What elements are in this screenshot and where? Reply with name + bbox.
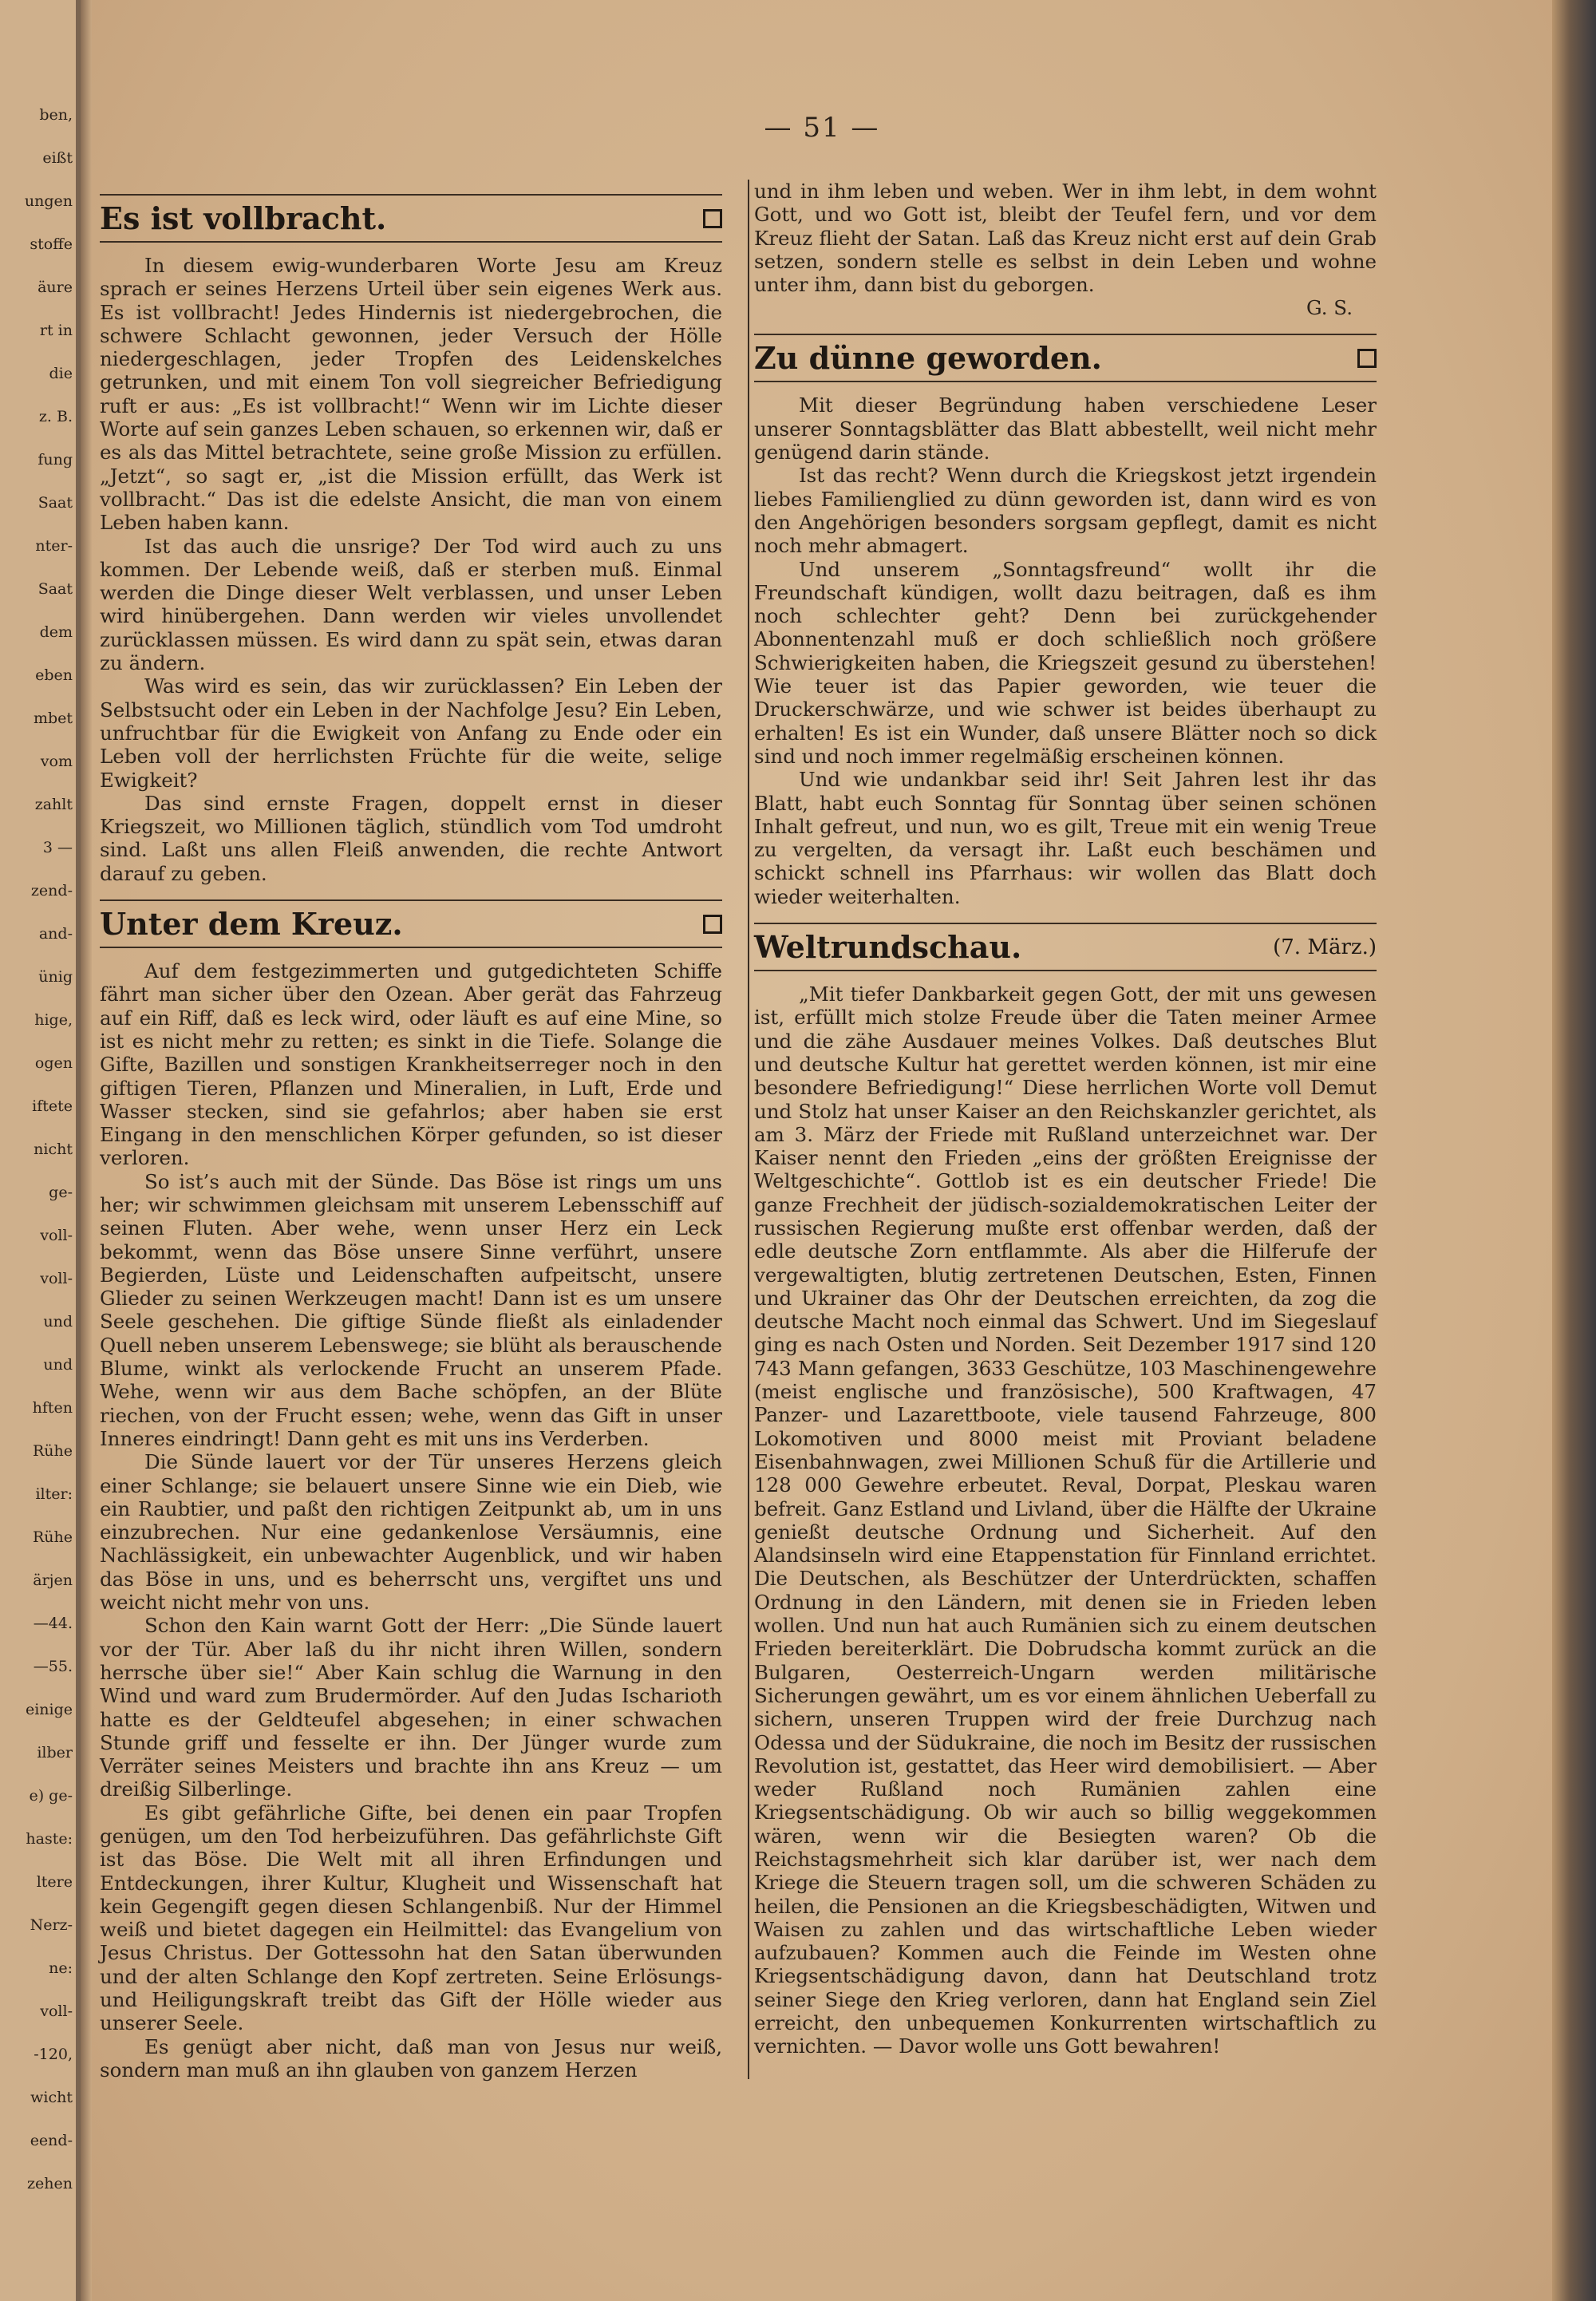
left-column [100,180,722,2082]
article-paragraph: Es gibt gefährliche Gifte, bei denen ein paar Tropfen genügen, um den Tod herbeizuführen. Das gefährlichste Gift ist das Böse. Die Welt mit all ihren Erfindungen und Entdeckungen, ihrer Kultur, Klugheit und Wissenschaft hat kein Gegengift gegen diesen Schlangenbiß. Nur der Himmel weiß und bietet dagegen ein Heilmittel: das Evangelium von Jesus Christus. Der Gottessohn hat den Satan überwunden und der alten Schlange den Kopf zertreten. Seine Erlösungs- und Heiligungskraft treibt das Gift der Hölle wieder aus unserer Seele. [100,1801,722,2035]
prev-page-fragment: ge- [49,1184,73,1201]
section-heading [100,194,722,243]
prev-page-fragment: und [43,1313,73,1330]
section-title: Unter dem Kreuz. [100,906,403,943]
prev-page-fragment: voll- [40,2003,73,2020]
prev-page-fragment: —44. [33,1615,73,1632]
prev-page-fragment: haste: [26,1830,73,1848]
prev-page-fragment: mbet [33,710,73,727]
article-paragraph: Das sind ernste Fragen, doppelt ernst in dieser Kriegszeit, wo Millionen täglich, stündlich vom Tod umdroht sind. Laßt uns allen Fleiß anwenden, die rechte Antwort darauf zu geben. [100,791,722,885]
article-paragraph: So ist’s auch mit der Sünde. Das Böse ist rings um uns her; wir schwimmen gleichsam mit unserem Lebensschiff auf seinen Fluten. Aber wehe, wenn unser Herz ein Leck bekommt, wenn das Böse unsere Sinne verführt, unsere Begierden, Lüste und Leidenschaften aufpeitscht, unsere Glieder zu seinen Werkzeugen macht! Dann ist es um unsere Seele geschehen. Die giftige Sünde fließt als einladender Quell neben unserem Lebenswege; sie blüht als berauschende Blume, winkt als verlockende Frucht an unserem Pfade. Wehe, wenn wir aus dem Bache schöpfen, an der Blüte riechen, von der Frucht essen; wehe, wenn das Gift in unser Inneres eindringt! Dann geht es mit uns ins Verderben. [100,1169,722,1450]
prev-page-fragment: und [43,1356,73,1374]
article-paragraph: „Mit tiefer Dankbarkeit gegen Gott, der mit uns gewesen ist, erfüllt mich stolze Freude über die Taten meiner Armee und die zähe Ausdauer meines Volkes. Daß deutsches Blut und deutsche Kultur hat gerettet werden können, ist mir eine besondere Befriedigung!“ Diese herrlichen Worte voll Demut und Stolz hat unser Kaiser an den Reichskanzler gerichtet, als am 3. März der Friede mit Rußland unterzeichnet war. Der Kaiser nennt den Frieden „eins der größten Ereignisse der Weltgeschichte“. Gottlob ist es ein deutscher Friede! Die ganze Frechheit der jüdisch-sozialdemokratischen Leiter der russischen Regierung mußte erst offenbar werden, daß der edle deutsche Zorn entflammte. Als aber die Hilferufe der vergewaltigten, blutig zertretenen Deutschen, Esten, Finnen und Ukrainer das Ohr der Deutschen erreichten, da zog die deutsche Macht noch einmal das Schwert. Und im Siegeslauf ging es nach Osten und Norden. Seit Dezember 1917 sind 120 743 Mann gefangen, 3633 Geschütze, 103 Maschinengewehre (meist englische und französische), 500 Kraftwagen, 47 Panzer- und Lazarettboote, viele tausend Fahrzeuge, 800 Lokomotiven und 8000 meist mit Proviant beladene Eisenbahnwagen, zwei Millionen Schuß für die Artillerie und 128 000 Gewehre erbeutet. Reval, Dorpat, Pleskau waren befreit. Ganz Estland und Livland, über die Hälfte der Ukraine genießt deutsche Ordnung und Sicherheit. Auf den Alandsinseln wird eine Etappenstation für Finnland errichtet. Die Deutschen, als Beschützer der Unterdrückten, schaffen Ordnung in den Ländern, mit denen sie in Frieden leben wollen. Und nun hat auch Rumänien sich zu einem deutschen Frieden bereiterklärt. Die Dobrudscha kommt zurück an die Bulgaren, Oesterreich-Ungarn werden militärische Sicherungen gewährt, um es vor einem ähnlichen Ueberfall zu sichern, unseren Truppen wird der freie Durchzug nach Odessa und der Südukraine, die noch im Besitz der russischen Revolution ist, gestattet, das Heer wird demobilisiert. — Aber weder Rußland noch Rumänien zahlen eine Kriegsentschädigung. Ob wir auch so billig weggekommen wären, wenn wir die Besiegten waren? Ob die Reichstagsmehrheit sich klar darüber ist, wer nach dem Kriege die Steuern tragen soll, um die schweren Schäden zu heilen, die Pensionen an die Kriegsbeschädigten, Witwen und Waisen zu zahlen und das wirtschaftliche Leben wieder aufzubauen? Kommen auch die Feinde im Westen ohne Kriegsentschädigung davon, dann hat Deutschland trotz seiner Siege den Krieg verloren, dann hat England sein Ziel erreicht, den unbequemen Konkurrenten wirtschaftlich zu vernichten. — Davor wolle uns Gott bewahren! [754,982,1377,2058]
square-ornament-icon [703,915,722,934]
article-paragraph: Mit dieser Begründung haben verschiedene Leser unserer Sonntagsblätter das Blatt abbestellt, weil nicht mehr genügend darin stände. [754,393,1377,465]
article-paragraph: In diesem ewig-wunderbaren Worte Jesu am Kreuz sprach er seines Herzens Urteil über sein eigenes Werk aus. Es ist vollbracht! Jedes Hindernis ist niedergebrochen, die schwere Schlacht gewonnen, jeder Versuch der Hölle niedergeschlagen, jeder Tropfen des Leidenskelches getrunken, und mit einem Ton voll siegreicher Befriedigung ruft er aus: „Es ist vollbracht!“ Wenn wir im Lichte dieser Worte auf sein ganzes Leben schauen, so erkennen wir, daß er es als das Mittel betrachtete, seine große Mission zu erfüllen. „Jetzt“, so sagt er, „ist die Mission erfüllt, das Werk ist vollbracht.“ Das ist die edelste Ansicht, die man von einem Leben haben kann. [100,254,722,535]
article-paragraph: Auf dem festgezimmerten und gutgedichteten Schiffe fährt man sicher über den Ozean. Aber gerät das Fahrzeug auf ein Riff, daß es leck wird, oder läuft es auf eine Mine, so ist es nicht mehr zu retten; es sinkt in die Tiefe. Solange die Gifte, Bazillen und sonstigen Krankheitserreger noch in den giftigen Tieren, Pflanzen und Mineralien, in Luft, Erde und Wasser stecken, sind sie gefahrlos; aber haben sie erst Eingang in den menschlichen Körper gefunden, so ist dieser verloren. [100,959,722,1170]
article-paragraph: Schon den Kain warnt Gott der Herr: „Die Sünde lauert vor der Tür. Aber laß du ihr nicht ihren Willen, sondern herrsche über sie!“ Aber Kain schlug die Warnung in den Wind und ward zum Brudermörder. Auf den Judas Ischarioth hatte es der Geldteufel abgesehen; in einer schwachen Stunde griff und fesselte er ihn. Der Jünger wurde zum Verräter seines Meisters und brachte ihn ans Kreuz — um dreißig Silberlinge. [100,1614,722,1801]
square-ornament-icon [703,209,722,228]
page-number: — 51 — [764,112,880,144]
prev-page-fragment: zehen [27,2175,73,2192]
prev-page-fragment: Rühe [32,1442,73,1460]
prev-page-fragment: ogen [34,1054,73,1072]
prev-page-fragment: z. B. [38,408,73,425]
prev-page-fragment: and- [38,925,73,943]
section-heading [754,334,1377,382]
prev-page-fragment: zend- [30,882,73,899]
page-edge-shadow [1552,0,1596,2301]
prev-page-fragment: ne: [49,1959,73,1977]
square-ornament-icon [1357,349,1377,368]
prev-page-fragment: Saat [38,494,73,512]
prev-page-fragment: hige, [34,1011,73,1029]
section-title: Weltrundschau. [754,929,1022,966]
prev-page-fragment: wicht [30,2089,73,2106]
article-paragraph: Und unserem „Sonntagsfreund“ wollt ihr die Freundschaft kündigen, wollt dazu beitragen, daß es ihm noch schlechter geht? Denn bei zurückgehender Abonnentenzahl muß er doch schließlich noch größere Schwierigkeiten haben, die Kriegszeit gesund zu überstehen! Wie teuer ist das Papier geworden, wie teuer die Druckerschwärze, und wie schwer ist beides überhaupt zu erhalten! Es ist ein Wunder, daß unsere Blätter noch so dick sind und noch immer regelmäßig erscheinen können. [754,557,1377,768]
previous-page-edge [0,0,81,2301]
newspaper-page [92,0,1552,2301]
section-title: Es ist vollbracht. [100,200,387,236]
prev-page-fragment: nter- [35,537,73,555]
section-heading [754,923,1377,971]
prev-page-fragment: ltere [36,1873,73,1891]
prev-page-fragment: nicht [34,1141,73,1158]
prev-page-fragment: ilter: [35,1485,73,1503]
section-title: Zu dünne geworden. [754,340,1102,377]
prev-page-fragment: voll- [40,1270,73,1287]
prev-page-fragment: rt in [39,322,73,339]
prev-page-fragment: ünig [38,968,73,986]
prev-page-fragment: 3 — [42,839,73,856]
section-heading [100,899,722,948]
prev-page-fragment: eißt [42,149,73,167]
prev-page-fragment: eend- [30,2132,73,2149]
right-column [754,180,1377,2058]
prev-page-fragment: hften [32,1399,73,1417]
prev-page-fragment: fung [38,451,73,469]
prev-page-fragment: ärjen [33,1572,73,1589]
article-paragraph: Ist das recht? Wenn durch die Kriegskost jetzt irgendein liebes Familienglied zu dünn geworden ist, dann wird es von den Angehörigen besonders sorgsam gepflegt, damit es nicht noch mehr abmagert. [754,464,1377,558]
prev-page-fragment: ben, [39,106,73,124]
prev-page-fragment: dem [39,623,73,641]
author-signature: G. S. [1306,296,1353,320]
prev-page-fragment: eben [35,666,73,684]
prev-page-fragment: e) ge- [29,1787,73,1805]
prev-page-fragment: iftete [32,1097,73,1115]
prev-page-fragment: voll- [40,1227,73,1244]
prev-page-fragment: stoffe [30,235,73,253]
book-spine [81,0,92,2301]
prev-page-fragment: Nerz- [30,1916,73,1934]
prev-page-fragment: Rühe [32,1528,73,1546]
prev-page-fragment: —55. [33,1658,73,1675]
article-paragraph: Ist das auch die unsrige? Der Tod wird auch zu uns kommen. Der Lebende weiß, daß er sterben muß. Einmal werden die Dinge dieser Welt verblassen, und unser Leben wird hinübergehen. Dann werden wir vieles unvollendet zurücklassen müssen. Es wird dann zu spät sein, etwas daran zu ändern. [100,534,722,675]
prev-page-fragment: die [49,365,73,382]
prev-page-fragment: Saat [38,580,73,598]
article-paragraph: Es genügt aber nicht, daß man von Jesus nur weiß, sondern man muß an ihn glauben von ganzem Herzen [100,2034,722,2082]
prev-page-fragment: ungen [24,192,73,210]
prev-page-fragment: äure [38,279,73,296]
prev-page-fragment: zahlt [34,796,73,813]
article-paragraph: Die Sünde lauert vor der Tür unseres Herzens gleich einer Schlange; sie belauert unsere Sinne wie ein Dieb, wie ein Raubtier, und paßt den richtigen Zeitpunkt ab, um in uns einzubrechen. Nur eine gedankenlose Versäumnis, eine Nachlässigkeit, ein unbewachter Augenblick, und wir haben das Böse in uns, und es beherrscht uns, vergiftet uns und weicht nicht mehr von uns. [100,1450,722,1615]
prev-page-fragment: einige [25,1701,73,1718]
article-paragraph: Und wie undankbar seid ihr! Seit Jahren lest ihr das Blatt, habt euch Sonntag für Sonntag über seinen schönen Inhalt gefreut, und nun, wo es gilt, Treue mit ein wenig Treue zu vergelten, da versagt ihr. Laßt euch beschämen und schickt schnell ins Pfarrhaus: wir wollen das Blatt doch wieder weiterhalten. [754,768,1377,908]
prev-page-fragment: -120, [34,2046,73,2063]
prev-page-fragment: vom [40,753,73,770]
column-divider [748,180,749,2079]
prev-page-fragment: ilber [37,1744,73,1761]
article-paragraph: Was wird es sein, das wir zurücklassen? Ein Leben der Selbstsucht oder ein Leben in der Nachfolge Jesu? Ein Leben, unfruchtbar für die Ewigkeit von Anfang zu Ende oder ein Leben voll der herrlichsten Früchte für die weite, selige Ewigkeit? [100,674,722,792]
section-date: (7. März.) [1273,935,1377,959]
article-continuation: und in ihm leben und weben. Wer in ihm lebt, in dem wohnt Gott, und wo Gott ist, bleibt der Teufel fern, und vor dem Kreuz flieht der Satan. Laß das Kreuz nicht erst auf dein Grab setzen, sondern stelle es selbst in dein Leben und wohne unter ihm, dann bist du geborgen. [754,180,1377,297]
